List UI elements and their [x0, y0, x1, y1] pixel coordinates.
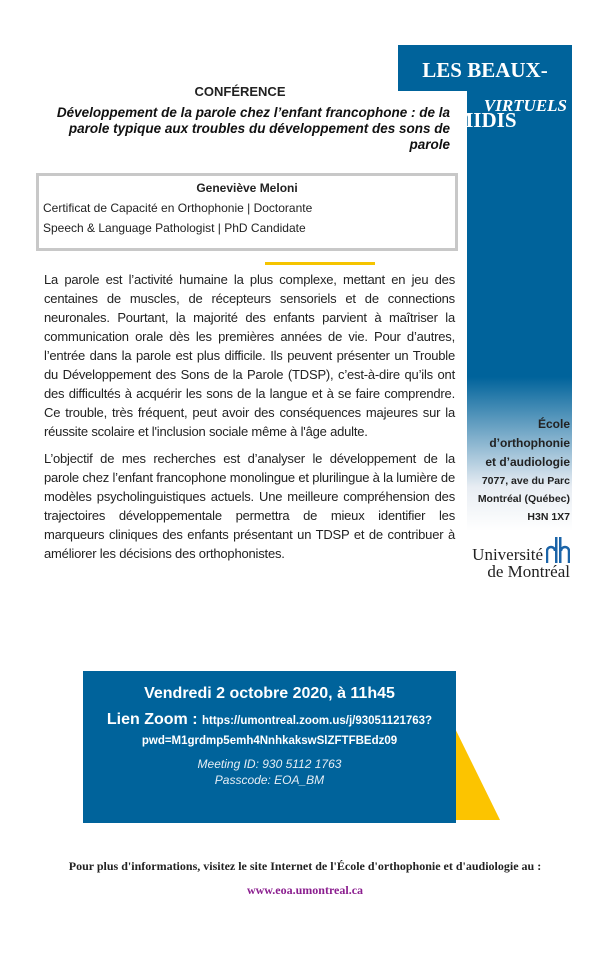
- divider: [265, 262, 375, 265]
- body-paragraph: La parole est l’activité humaine la plus complexe, mettant en jeu des centaines de muscles, de récepteurs sensoriels et de connections neuronales. Pourtant, la majorité des enfants parvient à maîtriser la communication orale dès les premières années de vie. Pour d’autres, l’entrée dans la parole est plus difficile. Ils peuvent présenter un Trouble du Développement des Sons de la Parole (TDSP), c’est-à-dire qu’ils ont des difficultés à acquérir les sons de la langue et à se faire comprendre. Ce trouble, très fréquent, peut avoir des conséquences majeures sur la réussite scolaire et l'inclusion sociale même à l'âge adulte.: [44, 272, 455, 439]
- school-name: et d’audiologie: [485, 455, 570, 469]
- series-subtitle: VIRTUELS: [483, 96, 567, 115]
- logo-text: de Montréal: [487, 562, 570, 581]
- school-name: École d’orthophonie: [489, 417, 570, 450]
- footer-info: Pour plus d'informations, visitez le site Internet de l'École d'orthophonie et d'audiologie au :: [68, 859, 542, 873]
- udm-logo-icon: [546, 537, 570, 563]
- speaker-box: [36, 173, 458, 251]
- speaker-name: Geneviève Meloni: [196, 181, 298, 195]
- school-address: [462, 415, 570, 526]
- address-postal: H3N 1X7: [527, 511, 570, 523]
- meeting-id: Meeting ID: 930 5112 1763: [197, 757, 342, 771]
- speaker-credential-1: Certificat de Capacité en Orthophonie | Doctorante: [43, 201, 313, 215]
- zoom-link-pwd[interactable]: pwd=M1grdmp5emh4NnhkakswSlZFTFBEdz09: [141, 735, 398, 747]
- speaker-credential-2: Speech & Language Pathologist | PhD Candidate: [43, 221, 306, 235]
- address-street: 7077, ave du Parc: [481, 475, 570, 487]
- series-title: LES BEAUX-MIDIS: [398, 45, 572, 91]
- zoom-link[interactable]: https://umontreal.zoom.us/j/93051121763?: [202, 715, 433, 727]
- event-type: CONFÉRENCE: [194, 84, 286, 99]
- website-link[interactable]: www.eoa.umontreal.ca: [246, 883, 364, 897]
- event-title: Développement de la parole chez l’enfant francophone : de la parole typique aux troubles du développement des sons de parole: [56, 105, 450, 152]
- logo-text: Université: [472, 545, 543, 564]
- zoom-label: Lien Zoom :: [106, 711, 198, 728]
- university-logo: [470, 537, 570, 580]
- body-text: [44, 270, 455, 571]
- passcode: Passcode: EOA_BM: [214, 773, 325, 787]
- session-info-box: [83, 671, 456, 823]
- address-city: Montréal (Québec): [477, 493, 570, 505]
- body-paragraph: L’objectif de mes recherches est d’analyser le développement de la parole chez l’enfant francophone monolingue et plurilingue à la lumière de modèles psycholinguistiques actuels. Une meilleure compréhension des trajectoires développementale permettra de mieux identifier les marqueurs cliniques des enfants présentant un TDSP et de contribuer à améliorer les décisions des orthophonistes.: [44, 451, 455, 561]
- session-date: Vendredi 2 octobre 2020, à 11h45: [144, 685, 395, 702]
- footer: [10, 858, 600, 898]
